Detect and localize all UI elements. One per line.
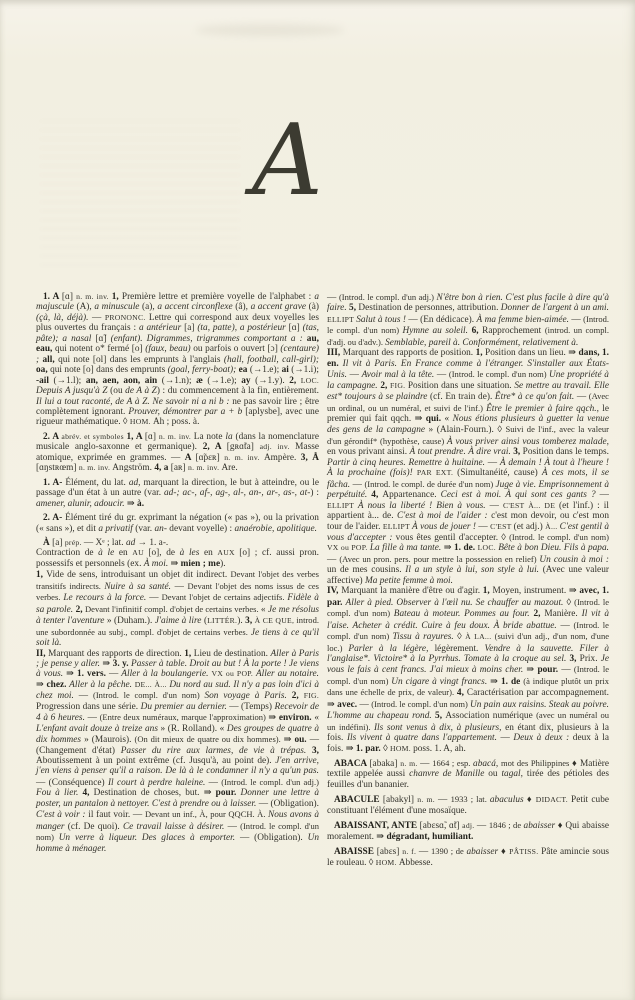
- entry-1-A: 1. A [ɑ] n. m. inv. 1, Première lettre et première voyelle de l'alphabet : a majuscule (A), a minuscule (a), a accent circonflexe (â), a accent grave (à) (çà, là, déjà). — PRONONC. Lettre qui correspond aux deux voyelles les plus ouvertes du français : a antérieur [a] (ta, patte), a postérieur [ɑ] (tas, pâte); a nasal [ɑ̃] (enfant). Digrammes, trigrammes comportant a : au, eau, qui notent o* fermé [o] (faux, beau) ou parfois o ouvert [ɔ] (centaure) ; all, qui note [ol] dans les emprunts à l'anglais (hall, football, call-girl); oa, qui note [o] dans des emprunts (goal, ferry-boat); ea (→1.e); ai (→1.i); -ail (→1.l); an, aen, aon, ain (→1.n); æ (→1.e); ay (→1.y). 2, LOC. Depuis A jusqu'à Z (ou de A à Z) : du commencement à la fin, entièrement. Il lui a tout raconté, de A à Z. Ne savoir ni a ni b : ne pas savoir lire ; être complètement ignorant. Prouver, démontrer par a + b [aplysbe], avec une rigueur mathématique. ◊ HOM. Ah ; poss. à.: [36, 292, 320, 428]
- para-section-III: III, Marquant des rapports de position. 1, Position dans un lieu. ⇒ dans, 1. en. Il vit à Paris. En France comme à l'étranger. S'installer aux États-Unis. — Avoir mal à la tête. — (Introd. le compl. d'un nom) Une propriété à la campagne. 2, FIG. Position dans une situation. Se mettre au travail. Elle est* toujours à se plaindre (cf. En train de). Être* à ce qu'on fait. — (Avec un ordinal, ou un numéral, et suivi de l'inf.) Être le premier à faire qqch., le premier qui fait qqch. ⇒ qui. « Nous étions plusieurs à guetter la venue des gens de la campagne » (Alain-Fourn.). ◊ Suivi de l'inf., avec la valeur d'un gérondif* (hypothèse, cause) À vous priver ainsi vous tomberez malade, en vous privant ainsi. À tout prendre. À dire vrai. 3, Position dans le temps. Partir à cinq heures. Remettre à huitaine. — À demain ! À tout à l'heure ! À la prochaine (fois)! PAR EXT. (Simultanéité, cause) À ces mots, il se fâcha. — (Introd. le compl. de durée d'un nom) Juge à vie. Emprisonnement à perpétuité. 4, Appartenance. Ceci est à moi. À qui sont ces gants ? — ELLIPT À nous la liberté ! Bien à vous. — C'EST À... DE (et l'inf.) : il appartient à... de. C'est à moi de l'aider : c'est mon devoir, ou c'est mon tour de l'aider. ELLIPT À vous de jouer ! — C'EST (et adj.) À... C'est gentil à vous d'accepter : vous êtes gentil d'accepter. ◊ (Introd. le compl. d'un nom) VX ou POP. La fille à ma tante. ⇒ 1. de. LOC. Bête à bon Dieu. Fils à papa. — (Avec un pron. pers. pour mettre la possession en relief) Un cousin à moi : un de mes cousins. Il a un style à lui, son style à lui. (Avec une valeur affective) Ma petite femme à moi.: [327, 348, 610, 586]
- entry-1-a-prefix: 1. A- Élément, du lat. ad, marquant la direction, le but à atteindre, ou le passage d'un état à un autre (var. ad-; ac-, af-, ag-, al-, an-, ar-, as-, at-) : amener, alunir, adoucir. ⇒ à.: [36, 477, 320, 509]
- para-section-IV: IV, Marquant la manière d'être ou d'agir. 1, Moyen, instrument. ⇒ avec, 1. par. Aller à pied. Observer à l'œil nu. Se chauffer au mazout. ◊ (Introd. le compl. d'un nom) Bateau à moteur. Pommes au four. 2, Manière. Il vit à l'aise. Acheter à crédit. Cuire à feu doux. À bride abattue. — (Introd. le compl. d'un nom) Tissu à rayures. ◊ À LA... (suivi d'un adj., d'un nom, d'une loc.) Parler à la légère, légèrement. Vendre à la sauvette. Filer à l'anglaise*. Victoire* à la Pyrrhus. Tomate à la croque au sel. 3, Prix. Je vous le fais à cent francs. J'ai mieux à moins cher. ⇒ pour. — (Introd. le compl. d'un nom) Un cigare à vingt francs. ⇒ 1. de (à indique plutôt un prix dans une échelle de prix, de valeur). 4, Caractérisation par accompagnement. ⇒ avec. — (Introd. le compl. d'un nom) Un pain aux raisins. Steak au poivre. L'homme au chapeau rond. 5, Association numérique (avec un numéral ou un indéfini). Ils sont venus à dix, à plusieurs, en étant dix, plusieurs à la fois. Ils vivent à quatre dans l'appartement. — Deux à deux : deux à la fois. ⇒ 1. par. ◊ HOM. poss. 1. A, ah.: [327, 586, 610, 754]
- entry-abaisse: ABAISSE [abɛs] n. f. — 1390 ; de abaisser ♦ PÂTISS. Pâte amincie sous le rouleau. ◊ HOM. Abbesse.: [327, 846, 610, 868]
- para-section-II: II, Marquant des rapports de direction. 1, Lieu de destination. Aller à Paris ; je pense y aller. ⇒ 3. y. Passer à table. Droit au but ! À la porte ! Je viens à vous. ⇒ 1. vers. — Aller à la boulangerie. VX ou POP. Aller au notaire. ⇒ chez. Aller à la pêche. DE... À... Du nord au sud. Il n'y a pas loin d'ici à chez moi. — (Introd. le compl. d'un nom) Son voyage à Paris. 2, FIG. Progression dans une série. Du premier au dernier. — (Temps) Recevoir de 4 à 6 heures. — (Entre deux numéraux, marque l'approximation) ⇒ environ. « L'enfant avait douze à treize ans » (R. Rolland). « Des groupes de quatre à dix hommes » (Maurois). (On dit mieux de quatre ou dix hommes). ⇒ ou. — (Changement d'état) Passer du rire aux larmes, de vie à trépas. 3, Aboutissement à un point extrême (cf. Jusqu'à, au point de). J'en arrive, j'en viens à penser qu'il a raison. De là à le condamner il n'y a qu'un pas. — (Conséquence) Il court à perdre haleine. — (Introd. le compl. d'un adj.) Fou à lier. 4, Destination de choses, but. ⇒ pour. Donner une lettre à poster, un pantalon à nettoyer. C'est à prendre ou à laisser. — (Obligation). C'est à voir : il faut voir. — Devant un inf., À, pour QQCH. À. Nous avons à manger (cf. De quoi). Ce travail laisse à désirer. — (Introd. le compl. d'un nom) Un verre à liqueur. Des glaces à emporter. — (Obligation). Un homme à ménager.: [36, 648, 320, 854]
- show-through-ghost-text: [40, 120, 240, 270]
- para-senses-1-3: 1, Vide de sens, introduisant un objet dit indirect. Devant l'objet des verbes transitifs indirects. Nuire à sa santé. — Devant l'objet des noms issus de ces verbes. Le recours à la force. — Devant l'objet de certains adjectifs. Fidèle à sa parole. 2, Devant l'infinitif compl. d'objet de certains verbes. « Je me résolus à tenter l'aventure » (Duham.). J'aime à lire (LITTÉR.). 3, À CE QUE, introd. une subordonnée au subj., compl. d'objet de certains verbes. Je tiens à ce qu'il soit là.: [36, 569, 320, 649]
- para-contraction: Contraction de à le en AU [o], de à les en AUX [o] ; cf. aussi pron. possessifs et personnels (ex. À moi. ⇒ mien ; me).: [36, 548, 319, 569]
- entry-2-a-prefix: 2. A- Élément tiré du gr. exprimant la négation (« pas »), ou la privation (« sans »), et dit a privatif (var. an- devant voyelle) : anaérobie, apolitique.: [36, 513, 319, 534]
- entry-2-A: 2. A abrév. et symboles 1, A [ɑ] n. m. inv. La note la (dans la nomenclature musicale anglo-saxonne et germanique). 2, A [gʀɑ̃ta] adj. inv. Masse atomique, exprimée en grammes. — A [ɑ̃pɛʀ] n. m. inv. Ampère. 3, Å [ɑŋstʀœm] n. m. inv. Angström. 4, a [aʀ] n. m. inv. Are.: [36, 431, 320, 474]
- entry-a-preposition: À [a] prép. — Xᵉ ; lat. ad → 1. a-.: [43, 537, 169, 548]
- entry-abaca: ABACA [abaka] n. m. — 1664 ; esp. abacá, mot des Philippines ♦ Matière textile appelée aussi chanvre de Manille ou tagal, tirée des pétioles des feuilles d'un bananier.: [327, 758, 610, 790]
- section-letter: A: [252, 104, 323, 218]
- scan-smudge: [195, 24, 345, 36]
- right-column: [327, 292, 609, 868]
- entry-abacule: ABACULE [abakyl] n. m. — 1933 ; lat. abaculus ♦ DIDACT. Petit cube constituant l'élément d'une mosaïque.: [327, 794, 610, 816]
- left-column: [36, 292, 319, 854]
- entry-abaissant: ABAISSANT, ANTE [abɛsɑ̃, ɑ̃t] adj. — 1846 ; de abaisser ♦ Qui abaisse moralement. ⇒ dégradant, humiliant.: [327, 820, 609, 842]
- para-continuation-sense-5-6: — (Introd. le compl. d'un adj.) N'être bon à rien. C'est plus facile à dire qu'à faire. 5, Destination de personnes, attribution. Donner de l'argent à un ami. ELLIPT Salut à tous ! — (En dédicace). À ma femme bien-aimée. — (Introd. le compl. d'un nom) Hymne au soleil. 6, Rapprochement (introd. un compl. d'adj. ou d'adv.). Semblable, pareil à. Conformément, relativement à.: [327, 292, 610, 348]
